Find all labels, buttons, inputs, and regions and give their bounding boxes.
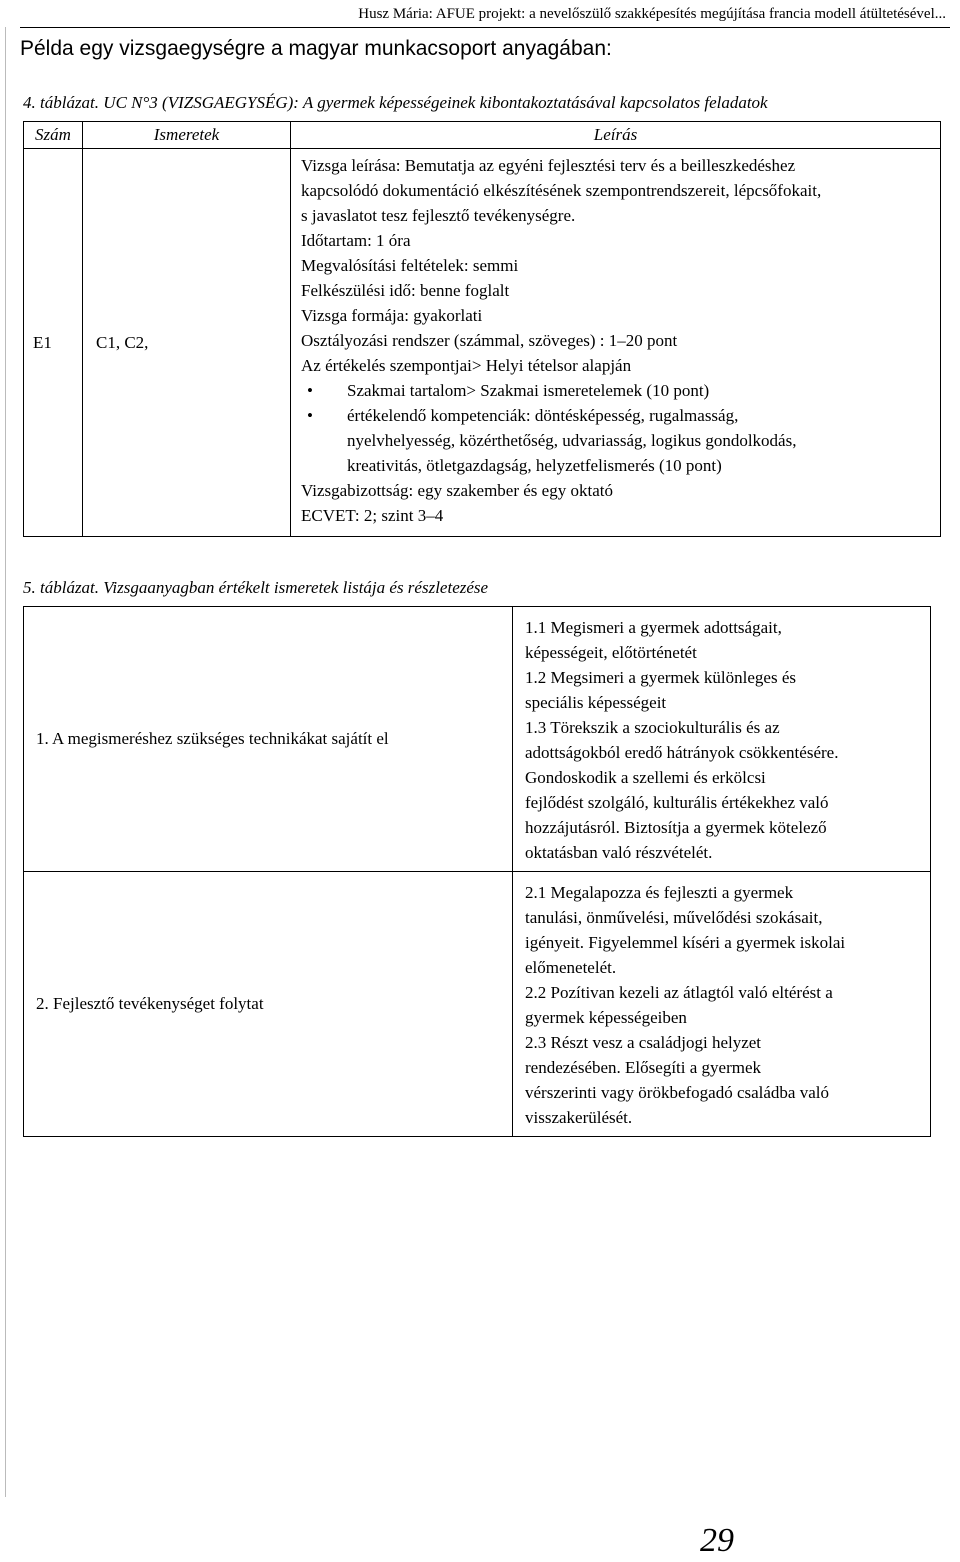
exam-unit-table xyxy=(23,121,941,537)
criteria-list xyxy=(301,378,932,478)
detail-line: előmenetelét. xyxy=(525,958,617,977)
description-line: Az értékelés szempontjai> Helyi tételsor alapján xyxy=(301,356,632,375)
cell-knowledge: C1, C2, xyxy=(83,149,291,537)
cell-skill: 1. A megismeréshez szükséges technikákat sajátít el xyxy=(24,607,513,872)
description-line: Vizsga leírása: Bemutatja az egyéni fejlesztési terv és a beilleszkedéshez xyxy=(301,156,796,175)
description-line: kapcsolódó dokumentáció elkészítésének szempontrendszereit, lépcsőfokait, xyxy=(301,181,822,200)
bullet-line: kreativitás, ötletgazdagság, helyzetfelismerés (10 pont) xyxy=(347,456,722,475)
bullet-line: • értékelendő kompetenciák: döntésképesség, rugalmasság, xyxy=(347,406,739,425)
description-line: Vizsga formája: gyakorlati xyxy=(301,306,483,325)
bullet-line: nyelvhelyesség, közérthetőség, udvariasság, logikus gondolkodás, xyxy=(347,431,797,450)
detail-line: hozzájutásról. Biztosítja a gyermek kötelező xyxy=(525,818,827,837)
detail-line: 1.3 Törekszik a szociokulturális és az xyxy=(525,718,780,737)
detail-line: vérszerinti vagy örökbefogadó családba való xyxy=(525,1083,829,1102)
table5-caption-text: Vizsgaanyagban értékelt ismeretek listája és részletezése xyxy=(103,578,489,597)
detail-line: 2.2 Pozítivan kezeli az átlagtól való eltérést a xyxy=(525,983,833,1002)
detail-line: tanulási, önművelési, művelődési szokásait, xyxy=(525,908,823,927)
bullet-line: • Szakmai tartalom> Szakmai ismeretelemek (10 pont) xyxy=(347,381,710,400)
list-item xyxy=(301,378,932,403)
cell-description xyxy=(291,149,941,537)
description-line: Felkészülési idő: benne foglalt xyxy=(301,281,510,300)
header-description: Leírás xyxy=(291,122,941,149)
table5-caption-number: 5. táblázat. xyxy=(23,578,100,597)
detail-line: 2.1 Megalapozza és fejleszti a gyermek xyxy=(525,883,794,902)
cell-skill: 2. Fejlesztő tevékenységet folytat xyxy=(24,872,513,1137)
detail-line: adottságokból eredő hátrányok csökkentésére. xyxy=(525,743,839,762)
detail-line: 1.2 Megsimeri a gyermek különleges és xyxy=(525,668,796,687)
header-knowledge: Ismeretek xyxy=(83,122,291,149)
cell-code: E1 xyxy=(24,149,83,537)
list-item xyxy=(301,403,932,478)
description-line: Időtartam: 1 óra xyxy=(301,231,411,250)
detail-line: rendezésében. Elősegíti a gyermek xyxy=(525,1058,762,1077)
table4-caption-text: UC N°3 (VIZSGAEGYSÉG): A gyermek képességeinek kibontakoztatásával kapcsolatos feladatok xyxy=(103,93,768,112)
description-line: Vizsgabizottság: egy szakember és egy oktató xyxy=(301,481,613,500)
page-left-rule xyxy=(5,27,6,1497)
detail-line: fejlődést szolgáló, kulturális értékekhez való xyxy=(525,793,829,812)
header-num: Szám xyxy=(24,122,83,149)
table4-caption-number: 4. táblázat. xyxy=(23,93,100,112)
detail-line: gyermek képességeiben xyxy=(525,1008,687,1027)
detail-line: igényeit. Figyelemmel kíséri a gyermek iskolai xyxy=(525,933,846,952)
table5-caption xyxy=(23,578,488,598)
detail-line: 2.3 Részt vesz a családjogi helyzet xyxy=(525,1033,762,1052)
table4-caption xyxy=(23,93,768,113)
cell-details xyxy=(513,607,931,872)
table4-header-row xyxy=(24,122,941,149)
knowledge-list-table xyxy=(23,606,931,1137)
header-rule xyxy=(20,27,950,28)
detail-line: képességeit, előtörténetét xyxy=(525,643,697,662)
table-row xyxy=(24,149,941,537)
detail-line: speciális képességeit xyxy=(525,693,667,712)
detail-line: oktatásban való részvételét. xyxy=(525,843,713,862)
page-number: 29 xyxy=(700,1522,734,1559)
detail-line: 1.1 Megismeri a gyermek adottságait, xyxy=(525,618,782,637)
table-row xyxy=(24,872,931,1137)
section-heading: Példa egy vizsgaegységre a magyar munkacsoport anyagában: xyxy=(20,37,612,60)
detail-line: Gondoskodik a szellemi és erkölcsi xyxy=(525,768,766,787)
cell-details xyxy=(513,872,931,1137)
table-row xyxy=(24,607,931,872)
running-header: Husz Mária: AFUE projekt: a nevelőszülő szakképesítés megújítása francia modell átültetésével... xyxy=(358,6,946,22)
detail-line: visszakerülését. xyxy=(525,1108,633,1127)
description-line: ECVET: 2; szint 3–4 xyxy=(301,506,444,525)
description-line: s javaslatot tesz fejlesztő tevékenységre. xyxy=(301,206,576,225)
description-line: Osztályozási rendszer (számmal, szöveges) : 1–20 pont xyxy=(301,331,678,350)
description-line: Megvalósítási feltételek: semmi xyxy=(301,256,519,275)
